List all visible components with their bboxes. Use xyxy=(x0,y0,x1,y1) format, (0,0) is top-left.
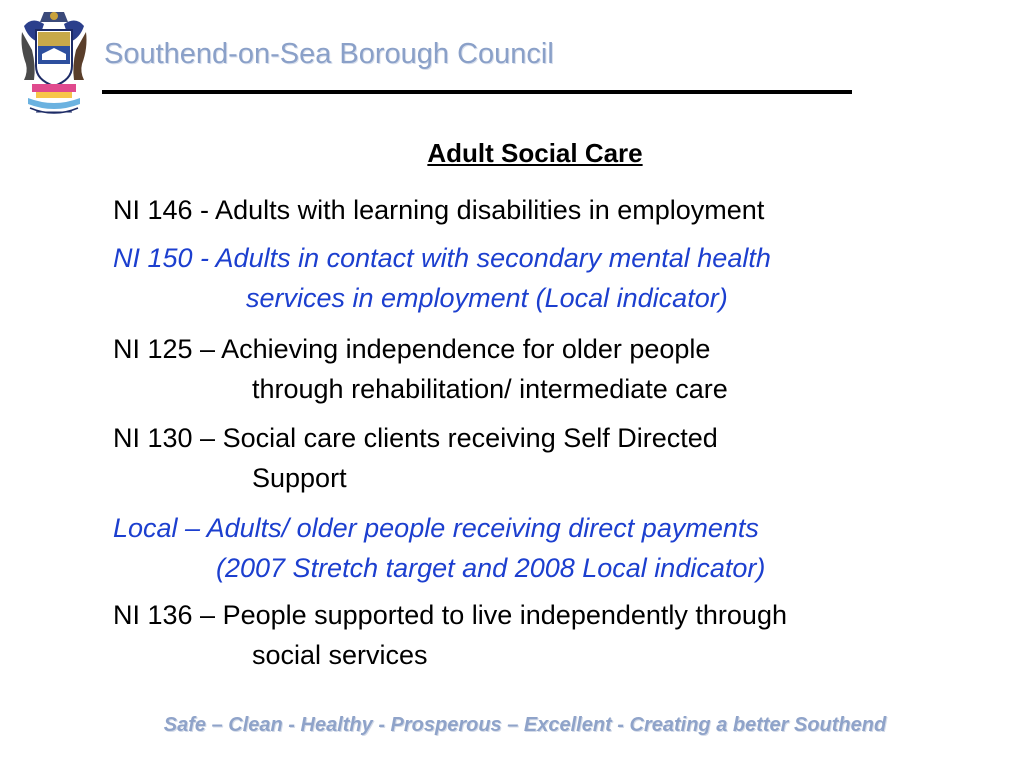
indicator-text-continued: social services xyxy=(252,640,428,670)
indicator-text-continued: services in employment (Local indicator) xyxy=(246,283,728,313)
indicator-item-ni150 xyxy=(113,238,771,318)
indicator-item-ni136 xyxy=(113,595,787,675)
indicator-item-local-direct-payments xyxy=(113,508,765,588)
indicator-item-ni130 xyxy=(113,418,718,498)
borough-coat-of-arms-icon xyxy=(18,8,90,120)
indicator-item-ni146 xyxy=(113,190,764,230)
indicator-item-ni125 xyxy=(113,329,728,409)
council-name: Southend-on-Sea Borough Council xyxy=(104,38,554,70)
header-divider xyxy=(102,90,852,94)
indicator-text-continued: (2007 Stretch target and 2008 Local indicator) xyxy=(216,553,766,583)
indicator-text-continued: Support xyxy=(252,463,347,493)
indicator-text-continued: through rehabilitation/ intermediate care xyxy=(252,374,728,404)
footer-tagline: Safe – Clean - Healthy - Prosperous – Excellent - Creating a better Southend xyxy=(163,714,887,736)
indicator-text: NI 146 - Adults with learning disabilities in employment xyxy=(113,195,765,225)
indicator-text: NI 136 – People supported to live independently through xyxy=(113,600,787,630)
indicator-text: NI 130 – Social care clients receiving Self Directed xyxy=(113,423,718,453)
indicator-text: NI 125 – Achieving independence for older people xyxy=(113,334,711,364)
slide-title: Adult Social Care xyxy=(427,138,643,168)
indicator-text: NI 150 - Adults in contact with secondary mental health xyxy=(113,243,771,273)
indicator-text: Local – Adults/ older people receiving direct payments xyxy=(113,513,759,543)
